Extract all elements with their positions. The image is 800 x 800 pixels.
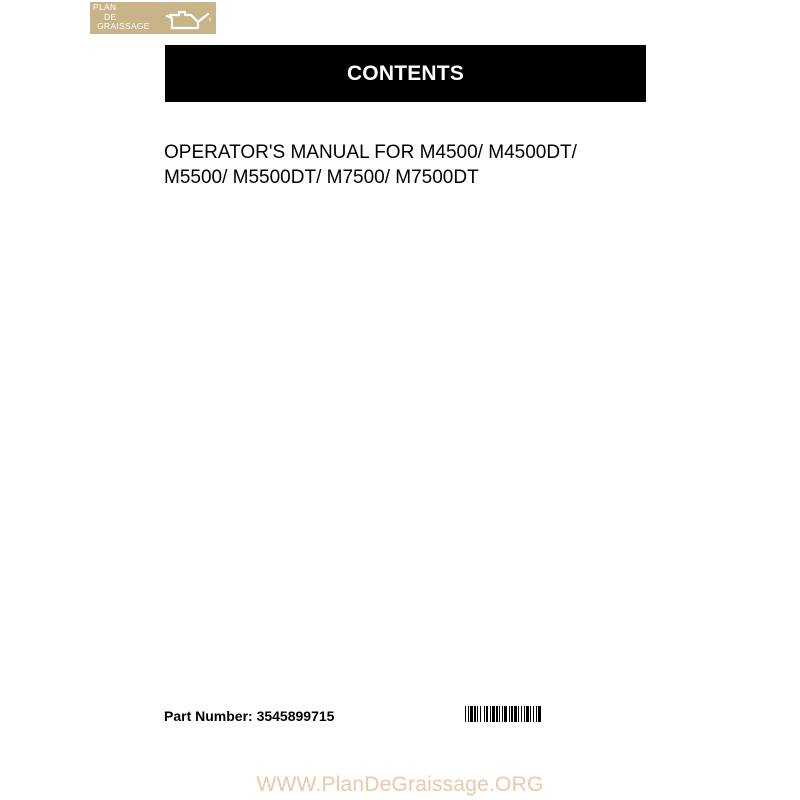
logo-line-plan: PLAN xyxy=(93,2,117,12)
barcode-bar xyxy=(521,706,522,722)
watermark-url: WWW.PlanDeGraissage.ORG xyxy=(256,773,544,796)
barcode-bar xyxy=(486,706,488,722)
barcode-bar xyxy=(490,706,491,722)
manual-title-line-1: OPERATOR'S MANUAL FOR M4500/ M4500DT/ xyxy=(164,142,577,163)
barcode-bar xyxy=(533,706,534,722)
barcode-bar xyxy=(499,706,500,722)
barcode-icon xyxy=(465,706,597,722)
barcode-bar xyxy=(465,706,466,722)
watermark-logo xyxy=(90,2,216,34)
barcode-bar xyxy=(526,706,529,722)
oil-can-icon xyxy=(164,3,214,33)
barcode-bar xyxy=(502,706,503,722)
manual-title-line-2: M5500/ M5500DT/ M7500/ M7500DT xyxy=(164,167,479,188)
barcode-bar xyxy=(514,706,517,722)
barcode-bar xyxy=(509,706,510,722)
barcode-bar xyxy=(484,706,485,722)
barcode-bar xyxy=(524,706,525,722)
barcode-bar xyxy=(477,706,478,722)
barcode-bar xyxy=(530,706,531,722)
barcode-bar xyxy=(496,706,498,722)
barcode-bar xyxy=(518,706,519,722)
logo-line-graissage: GRAISSAGE xyxy=(97,21,150,31)
barcode-bar xyxy=(538,706,541,722)
barcode-bar xyxy=(504,706,507,722)
barcode-bar xyxy=(468,706,469,722)
logo-text xyxy=(92,3,170,32)
manual-title xyxy=(164,140,644,190)
barcode-bar xyxy=(511,706,513,722)
barcode-bar xyxy=(474,706,476,722)
logo-line-de: DE xyxy=(104,11,117,22)
barcode-bar xyxy=(470,706,473,722)
barcode-bar xyxy=(536,706,537,722)
barcode-bar xyxy=(492,706,495,722)
contents-header-bar xyxy=(165,45,646,102)
contents-heading: CONTENTS xyxy=(346,61,465,85)
barcode-bar xyxy=(480,706,481,722)
part-number: Part Number: 3545899715 xyxy=(164,708,335,724)
